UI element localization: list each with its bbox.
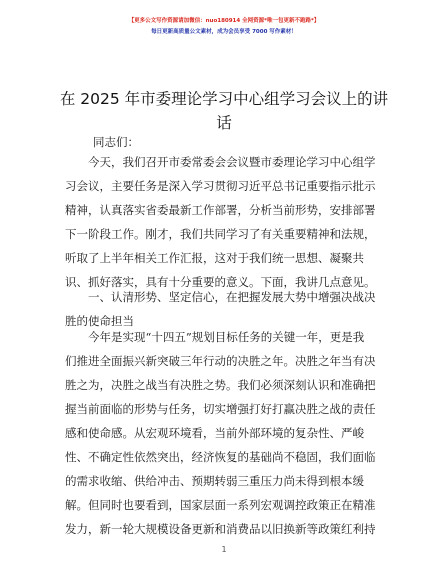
- page-number: 1: [221, 545, 227, 554]
- text-line: 感和使命感。从宏观环境看，当前外部环境的复杂性、严峻: [65, 426, 364, 440]
- promo-banner-line-1: 【更多公文写作资源请加微信：nuo180914 全网资源*唯一包更新不跑路*】: [128, 18, 320, 24]
- text-line: 胜的使命担当: [65, 314, 134, 328]
- document-title-line: 在 2025 年市委理论学习中心组学习会议上的讲: [59, 90, 389, 108]
- text-line: 解。但同时也要看到，国家层面一系列宏观调控政策正在精准: [65, 498, 376, 512]
- text-line: 精神，认真落实省委最新工作部署，分析当前形势，安排部署: [65, 203, 376, 217]
- text-line: 们推进全面振兴新突破三年行动的决胜之年。决胜之年当有决: [65, 354, 376, 368]
- text-line: 胜之为，决胜之战当有决胜之势。我们必须深刻认识和准确把: [65, 378, 376, 392]
- text-line: 一、认清形势、坚定信心，在把握发展大势中增强决战决: [88, 290, 376, 304]
- text-line: 性、不确定性依然突出，经济恢复的基础尚不稳固，我们面临: [65, 450, 376, 464]
- document-title-line: 话: [216, 114, 232, 132]
- promo-banner-line-2: 每日更新高质量公文素材，成为会员享受 7000 写作素材！: [151, 29, 297, 35]
- text-line: 的需求收缩、供给冲击、预期转弱三重压力尚未得到根本缓: [65, 474, 364, 488]
- text-line: 发力，新一轮大规模设备更新和消费品以旧换新等政策红利持: [65, 522, 376, 536]
- text-line: 下一阶段工作。刚才，我们共同学习了有关重要精神和法规，: [65, 227, 376, 241]
- text-line: 听取了上半年相关工作汇报，这对于我们统一思想、凝聚共: [65, 251, 364, 265]
- paragraph-intro: [65, 150, 390, 294]
- text-line: 今年是实现“十四五”规划目标任务的关键一年，更是我: [88, 330, 365, 344]
- text-line: 握当前面临的形势与任务，切实增强打好打赢决胜之战的责任: [65, 402, 376, 416]
- salutation: 同志们：: [93, 135, 139, 149]
- document-title: [0, 87, 448, 135]
- text-line: 习会议，主要任务是深入学习贯彻习近平总书记重要指示批示: [65, 179, 376, 193]
- text-line: 识、抓好落实，具有十分重要的意义。下面，我讲几点意见。: [65, 275, 376, 289]
- text-line: 今天，我们召开市委常委会会议暨市委理论学习中心组学: [88, 155, 376, 169]
- paragraph-situation: [65, 325, 390, 541]
